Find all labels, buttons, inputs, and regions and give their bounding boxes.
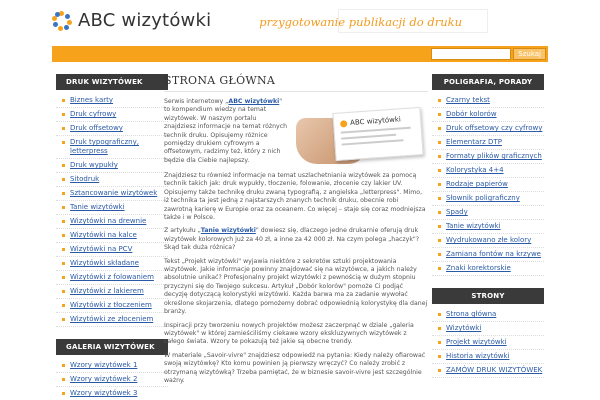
sidebar-link[interactable]: Sztancowanie wizytówek	[70, 189, 158, 197]
sidebar-item-spady[interactable]	[432, 206, 544, 220]
search-input[interactable]	[431, 48, 511, 60]
bullet-icon	[438, 197, 441, 200]
site-logo[interactable]	[52, 10, 211, 31]
sidebar-link[interactable]: Wizytówki składane	[70, 259, 139, 267]
logo-text: ABC wizytówki	[78, 10, 212, 31]
sidebar-item-tanie-wizytowki[interactable]	[432, 220, 544, 234]
bullet-icon	[62, 99, 65, 102]
sidebar-list	[432, 304, 544, 384]
bullet-icon	[62, 276, 65, 279]
sidebar-link[interactable]: Druk typograficzny, letterpress	[70, 138, 139, 155]
sidebar-link[interactable]: Wizytówki na PCV	[70, 245, 133, 253]
sidebar-link[interactable]: Wizytówki na drewnie	[70, 217, 147, 225]
intro-paragraph: Serwis internetowy „ABC wizytówki" to kompendium wiedzy na temat wizytówek. W naszym portalu znajdziesz informacje na temat różnych technik druku. Opisujemy różnice pomiędzy drukiem cyfrowym a offsetowym, radzimy też, który z nich będzie dla Ciebie najlepszy.	[164, 98, 288, 164]
bullet-icon	[438, 253, 441, 256]
sidebar-link[interactable]: Elementarz DTP	[446, 138, 502, 146]
sidebar-block-druk-wizytowek	[56, 74, 168, 333]
sidebar-heading: POLIGRAFIA, PORADY	[432, 74, 544, 90]
logo-gear-icon	[52, 11, 72, 31]
paragraph-4: Tekst „Projekt wizytówki" wyjawia niektóre z sekretów sztuki projektowania wizytówek. Jakie informacje powinny znajdować się na wizytówce, a jakich należy absolutnie unikać? Profesjonalny projekt wizytówki z pewnością w dużym stopniu przyczyni się do Twojego sukcesu. Artykuł „Dobór kolorów" pomoże Ci podjąć decyzję dotyczącą kolorystyki wizytówki. Każda barwa ma za zadanie wywołać określone skojarzenia, dlatego pomożemy dobrać odpowiednią kolorystykę dla danej branży.	[164, 257, 428, 316]
sidebar-item-wzory-wizytowek-3[interactable]	[56, 387, 168, 400]
sidebar-link[interactable]: Strona główna	[446, 310, 497, 318]
sidebar-link[interactable]: Wzory wizytówek 3	[70, 389, 138, 397]
sidebar-item-druk-typograficzny-letterpress[interactable]	[56, 136, 168, 159]
bullet-icon	[62, 206, 65, 209]
sidebar-list	[56, 90, 168, 333]
business-card	[332, 107, 423, 161]
sidebar-item-tanie-wizytowki[interactable]	[56, 201, 168, 215]
bullet-icon	[62, 290, 65, 293]
sidebar-link[interactable]: Rodzaje papierów	[446, 180, 508, 188]
bullet-icon	[62, 364, 65, 367]
sidebar-item-druk-offsetowy[interactable]	[56, 122, 168, 136]
bullet-icon	[438, 225, 441, 228]
sidebar-item-strona-glowna[interactable]	[432, 308, 544, 322]
sidebar-link[interactable]: Dobór kolorów	[446, 110, 497, 118]
bullet-icon	[438, 341, 441, 344]
sidebar-item-wizytowki-na-drewnie[interactable]	[56, 215, 168, 229]
sidebar-link[interactable]: Tanie wizytówki	[70, 203, 125, 211]
search-form	[431, 48, 548, 60]
sidebar-item-wizytowki-na-pcv[interactable]	[56, 243, 168, 257]
sidebar-link[interactable]: ZAMÓW DRUK WIZYTÓWEK	[446, 366, 543, 374]
sidebar-heading: GALERIA WIZYTÓWEK	[56, 339, 168, 355]
sidebar-link[interactable]: Słownik poligraficzny	[446, 194, 520, 202]
sidebar-item-formaty-plikow-graficznych[interactable]	[432, 150, 544, 164]
paragraph-2: Znajdziesz tu również informacje na temat uszlachetniania wizytówek za pomocą technik takich jak: druk wypukły, tłoczenie, folowanie, złocenie czy lakier UV. Opisujemy także technikę druku zwaną typografią, z angielska „letterpress". Mimo, iż technika ta jest jedną z najstarszych znanych technik druku, obecnie robi zawrotną karierę w Europie oraz za oceanem. Co więcej – staje się coraz modniejsza także i w Polsce.	[164, 172, 426, 222]
bullet-icon	[438, 239, 441, 242]
sidebar-heading: DRUK WIZYTÓWEK	[56, 74, 168, 90]
sidebar-link[interactable]: Wizytówki ze złoceniem	[70, 315, 154, 323]
sidebar-link[interactable]: Wzory wizytówek 2	[70, 375, 138, 383]
bullet-icon	[438, 113, 441, 116]
sidebar-link[interactable]: Druk cyfrowy	[70, 110, 117, 118]
search-button[interactable]: Szukaj	[513, 48, 546, 60]
bullet-icon	[438, 211, 441, 214]
sidebar-link[interactable]: Projekt wizytówki	[446, 338, 507, 346]
sidebar-item-slownik-poligraficzny[interactable]	[432, 192, 544, 206]
sidebar-block-strony	[432, 288, 544, 384]
sidebar-item-wizytowki-skladane[interactable]	[56, 257, 168, 271]
bullet-icon	[62, 127, 65, 130]
bullet-icon	[438, 99, 441, 102]
card-logo-icon	[340, 120, 347, 127]
left-sidebar	[56, 74, 168, 400]
intro-section	[164, 98, 428, 172]
tanie-wizytowki-link[interactable]: Tanie wizytówki	[200, 227, 256, 235]
sidebar-link[interactable]: Formaty plików graficznych	[446, 152, 542, 160]
bullet-icon	[438, 267, 441, 270]
sidebar-item-projekt-wizytowki[interactable]	[432, 336, 544, 350]
bullet-icon	[62, 220, 65, 223]
sidebar-link[interactable]: Wizytówki z tłoczeniem	[70, 301, 152, 309]
sidebar-link[interactable]: Czarny tekst	[446, 96, 490, 104]
card-title: ABC wizytówki	[349, 115, 402, 127]
sidebar-item-wizytowki-z-lakierem[interactable]	[56, 285, 168, 299]
bullet-icon	[62, 234, 65, 237]
sidebar-item-czarny-tekst[interactable]	[432, 94, 544, 108]
sidebar-item-wizytowki-ze-zloceniem[interactable]	[56, 313, 168, 327]
sidebar-item-rodzaje-papierow[interactable]	[432, 178, 544, 192]
bullet-icon	[62, 262, 65, 265]
sidebar-link[interactable]: Druk wypukły	[70, 161, 118, 169]
abc-wizytowki-link[interactable]: ABC wizytówki	[228, 98, 280, 105]
sidebar-link[interactable]: Wizytówki na kalce	[70, 231, 137, 239]
sidebar-item-wzory-wizytowek-2[interactable]	[56, 373, 168, 387]
paragraph-5: Inspiracji przy tworzeniu nowych projektów możesz zaczerpnąć w dziale „galeria wizytówek" w której zamieściliśmy ciekawe wzory ekskluzywnych wizytówek z całego świata. Wzory te pokazują też jakie są obecne trendy.	[164, 321, 414, 346]
sidebar-link[interactable]: Wzory wizytówek 1	[70, 361, 138, 369]
sidebar-item-wydrukowano-zle-kolory[interactable]	[432, 234, 544, 248]
sidebar-block-poligrafia-porady	[432, 74, 544, 282]
sidebar-item-druk-cyfrowy[interactable]	[56, 108, 168, 122]
right-sidebar	[432, 74, 544, 390]
paragraph-6: W materiale „Savoir-vivre" znajdziesz odpowiedź na pytania: Kiedy należy ofiarować swoją wizytówkę? Kto komu powinien ją pierwszy wręczyć? Co należy zrobić z otrzymaną wizytówką? Trzeba pamiętać, że w biznesie savoir-vivre jest szczególnie ważny.	[164, 351, 426, 384]
bullet-icon	[62, 392, 65, 395]
sidebar-item-wizytowki-na-kalce[interactable]	[56, 229, 168, 243]
sidebar-item-druk-offsetowy-czy-cyfrowy[interactable]	[432, 122, 544, 136]
bullet-icon	[438, 313, 441, 316]
top-navigation-bar	[52, 46, 548, 62]
bullet-icon	[438, 169, 441, 172]
bullet-icon	[438, 155, 441, 158]
bullet-icon	[62, 141, 65, 144]
sidebar-item-wizytowki-z-tloczeniem[interactable]	[56, 299, 168, 313]
sidebar-link[interactable]: Wizytówki z folowaniem	[70, 273, 154, 281]
sidebar-item-druk-wypukly[interactable]	[56, 159, 168, 173]
sidebar-list	[56, 355, 168, 400]
bullet-icon	[438, 183, 441, 186]
bullet-icon	[438, 369, 441, 372]
sidebar-item-historia-wizytowki[interactable]	[432, 350, 544, 364]
bullet-icon	[62, 318, 65, 321]
bullet-icon	[62, 192, 65, 195]
sidebar-item-biznes-karty[interactable]	[56, 94, 168, 108]
main-content	[164, 74, 428, 390]
sidebar-item-elementarz-dtp[interactable]	[432, 136, 544, 150]
sidebar-link[interactable]: Historia wizytówki	[446, 352, 510, 360]
bullet-icon	[62, 304, 65, 307]
bullet-icon	[62, 178, 65, 181]
bullet-icon	[438, 355, 441, 358]
sidebar-link[interactable]: Druk offsetowy	[70, 124, 123, 132]
sidebar-list	[432, 90, 544, 282]
bullet-icon	[62, 113, 65, 116]
sidebar-block-galeria-wizytowek	[56, 339, 168, 400]
bullet-icon	[438, 127, 441, 130]
bullet-icon	[438, 327, 441, 330]
site-header	[0, 0, 600, 46]
page-title: STRONA GŁÓWNA	[164, 74, 428, 92]
sidebar-link[interactable]: Biznes karty	[70, 96, 114, 104]
sidebar-item-sitodruk[interactable]	[56, 173, 168, 187]
sidebar-item-sztancowanie-wizytowek[interactable]	[56, 187, 168, 201]
bullet-icon	[62, 248, 65, 251]
sidebar-link[interactable]: Wizytówki z lakierem	[70, 287, 144, 295]
sidebar-link[interactable]: Tanie wizytówki	[446, 222, 501, 230]
sidebar-item-dobor-kolorow[interactable]	[432, 108, 544, 122]
sidebar-item-zamow-druk-wizytowek[interactable]	[432, 364, 544, 378]
sidebar-item-wizytowki[interactable]	[432, 322, 544, 336]
site-tagline: przygotowanie publikacji do druku	[259, 15, 462, 29]
bullet-icon	[62, 164, 65, 167]
paragraph-3: Z artykułu „Tanie wizytówki" dowiesz się, dlaczego jedne drukarnie oferują druk wizytówek kolorowych już za 40 zł, a inne za 42 000 zł. Na czym polega „haczyk"? Skąd tak duża różnica?	[164, 227, 420, 252]
sidebar-link[interactable]: Znaki korektorskie	[446, 264, 511, 272]
sidebar-link[interactable]: Sitodruk	[70, 175, 100, 183]
sidebar-item-zamiana-fontow-na-krzywe[interactable]	[432, 248, 544, 262]
sidebar-heading: STRONY	[432, 288, 544, 304]
sidebar-link[interactable]: Wydrukowano złe kolory	[446, 236, 532, 244]
sidebar-link[interactable]: Wizytówki	[446, 324, 482, 332]
bullet-icon	[438, 141, 441, 144]
business-card-photo	[296, 108, 426, 172]
sidebar-link[interactable]: Kolorystyka 4+4	[446, 166, 504, 174]
sidebar-item-wzory-wizytowek-1[interactable]	[56, 359, 168, 373]
sidebar-link[interactable]: Zamiana fontów na krzywe	[446, 250, 541, 258]
sidebar-link[interactable]: Spady	[446, 208, 468, 216]
sidebar-item-znaki-korektorskie[interactable]	[432, 262, 544, 276]
sidebar-link[interactable]: Druk offsetowy czy cyfrowy	[446, 124, 543, 132]
bullet-icon	[62, 378, 65, 381]
sidebar-item-wizytowki-z-folowaniem[interactable]	[56, 271, 168, 285]
sidebar-item-kolorystyka-4-4[interactable]	[432, 164, 544, 178]
